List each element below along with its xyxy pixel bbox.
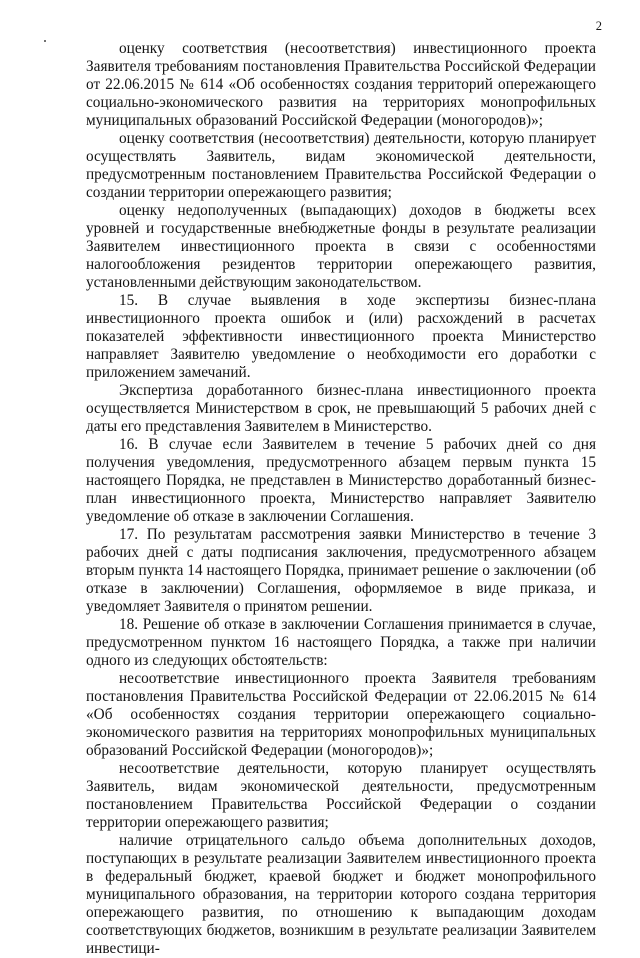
paragraph-clause-15: 15. В случае выявления в ходе экспертизы бизнес-плана инвестиционного проекта ошибок и (или) расхождений в расчетах показателей эффективности инвестиционного проекта Министерство направляет Заявителю уведомление о необходимости его доработки с приложением замечаний.: [86, 292, 596, 381]
paragraph-clause-17: 17. По результатам рассмотрения заявки Министерство в течение 3 рабочих дней с даты подписания заключения, предусмотренного абзацем вторым пункта 14 настоящего Порядка, принимает решение о заключении (об отказе в заключении) Соглашения, оформляемое в виде приказа, и уведомляет Заявителя о принятом решении.: [86, 526, 596, 615]
paragraph-clause-15-expertise: Экспертиза доработанного бизнес-плана инвестиционного проекта осуществляется Министерством в срок, не превышающий 5 рабочих дней с даты его представления Заявителем в Министерство.: [86, 382, 596, 435]
page-number: 2: [595, 19, 602, 33]
paragraph-refusal-project-noncompliance: несоответствие инвестиционного проекта Заявителя требованиям постановления Правительства Российской Федерации от 22.06.2015 № 614 «Об особенностях создания территории опережающего социально-экономического развития на территориях монопрофильных муниципальных образований Российской Федерации (моногородов)»;: [86, 670, 596, 759]
paragraph-refusal-activity-noncompliance: несоответствие деятельности, которую планирует осуществлять Заявитель, видам экономической деятельности, предусмотренным постановлением Правительства Российской Федерации о создании территории опережающего развития;: [86, 760, 596, 831]
paragraph-assessment-lost-revenue: оценку недополученных (выпадающих) доходов в бюджеты всех уровней и государственные внебюджетные фонды в результате реализации Заявителем инвестиционного проекта в связи с особенностями налогообложения резидентов территории опережающего развития, установленными действующим законодательством.: [86, 202, 596, 291]
paragraph-assessment-project-compliance: оценку соответствия (несоответствия) инвестиционного проекта Заявителя требованиям постановления Правительства Российской Федерации от 22.06.2015 № 614 «Об особенностях создания территорий опережающего социально-экономического развития на территориях монопрофильных муниципальных образований Российской Федерации (моногородов)»;: [86, 40, 596, 129]
paragraph-clause-18: 18. Решение об отказе в заключении Соглашения принимается в случае, предусмотренном пунктом 16 настоящего Порядка, а также при наличии одного из следующих обстоятельств:: [86, 616, 596, 669]
document-body: [86, 40, 596, 958]
paragraph-refusal-negative-balance: наличие отрицательного сальдо объема дополнительных доходов, поступающих в результате реализации Заявителем инвестиционного проекта в федеральный бюджет, краевой бюджет и бюджет монопрофильного муниципального образования, на территории которого создана территория опережающего развития, по отношению к выпадающим доходам соответствующих бюджетов, возникшим в результате реализации Заявителем инвестици-: [86, 832, 596, 957]
scan-speck: [44, 40, 46, 42]
paragraph-assessment-activity-compliance: оценку соответствия (несоответствия) деятельности, которую планирует осуществлять Заявитель, видам экономической деятельности, предусмотренным постановлением Правительства Российской Федерации о создании территории опережающего развития;: [86, 130, 596, 201]
paragraph-clause-16: 16. В случае если Заявителем в течение 5 рабочих дней со дня получения уведомления, предусмотренного абзацем первым пункта 15 настоящего Порядка, не представлен в Министерство доработанный бизнес-план инвестиционного проекта, Министерство направляет Заявителю уведомление об отказе в заключении Соглашения.: [86, 436, 596, 525]
